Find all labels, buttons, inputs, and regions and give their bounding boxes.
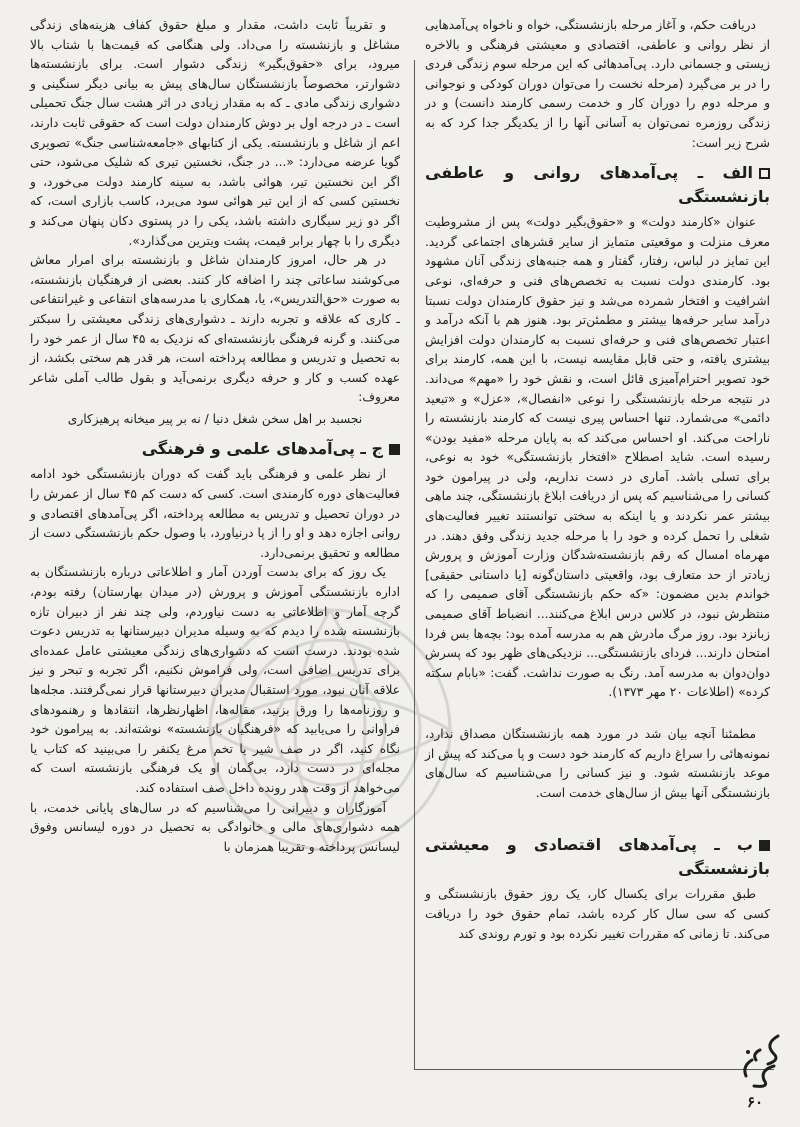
- poem-verse: نجسبد بر اهل سخن شغل دنیا / نه بر پیر میخانه پرهیزکاری: [67, 411, 363, 426]
- section-b-paragraph-2: و تقریباً ثابت داشت، مقدار و مبلغ حقوق کفاف هزینه‌های زندگی مشاغل و بازنشسته را می‌داد. ولی هنگامی که قیمت‌ها با شتاب بالا میرود، برای «حقوق‌بگیر» زندگی دشوار است. برای بازنشسته‌ها دشوارتر، مخصوصاً بازنشستگان سال‌های پیش به بیانی دیگر سنگینی و دشواری زندگی مادی ـ که به مقدار زیادی در اثر هشت سال جنگ تحمیلی است ـ در درجه اول بر دوش کارمندان دولت است که حقوقی ثابت دارند، اعم از شاغل و بازنشسته. یکی از کتابهای «جامعه‌شناسی جنگ» تصویری گویا عرضه می‌دارد: «... در جنگ، نخستین تیری که شلیک می‌شود، حتی اگر این نخستین تیر، هوائی باشد، به سینه کارمند دولت می‌خورد، و نخستین کسی که از این تیر هوائی سود می‌برد، کاسب بازاری است، که اگر دو زیر سیگاری داشته باشد، یکی را در پستوی دکان پنهان می‌کند و دیگری را با چهار برابر قیمت، پشت ویترین می‌گذارد».: [30, 18, 400, 248]
- section-a-paragraph-2: مطمئنا آنچه بیان شد در مورد همه بازنشستگان مصداق ندارد، نمونه‌هائی را سراغ داریم که کارمند خود دست و پا می‌کند که پیش از موعد بازنشسته شود. و نیز کسانی را می‌شناسیم که سال‌های بازنشستگی آنها بیش از سال‌های خدمت است.: [425, 727, 770, 800]
- section-b-paragraph-1: طبق مقررات برای یکسال کار، یک روز حقوق بازنشستگی و کسی که سی سال کار کرده باشد، تمام حقوق خود را دریافت می‌کند. تا زمانی که مقررات تغییر نکرده بود و تورم روندی کند: [425, 887, 770, 941]
- paragraph-gap: [425, 803, 770, 825]
- right-column: [425, 16, 770, 944]
- section-c-paragraph-2: یک روز که برای بدست آوردن آمار و اطلاعاتی درباره بازنشستگان به اداره بازنشستگی آموزش و پرورش (در میدان بهارستان) رفته بودم، گرچه آمار و اطلاعاتی به دست نیاوردم، ولی چند نفر از دبیران تازه بازنشسته شده را دیدم که به وسیله مدیران دبیرستانها به تدریس دعوت شده بودند. درست است که دشواری‌های زندگی معیشتی عامل عمده‌ای برای تدریس اضافی است، ولی فراموش نکنیم، اگر تجربه و تبحر و نیز علاقه آنان نبود، مورد استقبال مدیران دبیرستانها قرار نمی‌گرفتند. مجله‌ها و روزنامه‌ها را ورق بزنید، مقاله‌ها، اظهارنظرها، انتقادها و رهنمودهای فراوانی را می‌یابید که «فرهنگیان بازنشسته» نوشته‌اند. به پیرامون خود نگاه کنید، اگر در صف شیر یا تخم مرغ یکنفر را می‌بینید که کتاب یا مجله‌ای در دست دارد، بی‌گمان او یک فرهنگی بازنشسته است که می‌خواهد از وقت هدر رونده داخل صف استفاده کند.: [30, 565, 400, 795]
- section-heading-c: [30, 437, 400, 461]
- intro-paragraph: دریافت حکم، و آغاز مرحله بازنشستگی، خواه و ناخواه پی‌آمدهایی از نظر روانی و عاطفی، اقتصادی و معیشتی فرهنگی و بالاخره زیستی و جسمانی دارد. پی‌آمدهائی که این مرحله سوم زندگی فردی را در بر می‌گیرد (مرحله نخست را می‌توان دوران کودکی و نوجوانی و مرحله دوم را دوران کار و خدمت رسمی کارمند دانست) و در زندگی روزمره نمی‌توان به آسانی آنها را از یکدیگر جدا کرد که به شرح زیر است:: [425, 18, 770, 150]
- filled-square-bullet-icon: [759, 840, 770, 851]
- section-heading-a: [425, 161, 770, 209]
- heading-c-text: ج ـ پی‌آمدهای علمی و فرهنگی: [141, 439, 383, 459]
- column-divider-rule: [414, 60, 415, 1070]
- left-column: [30, 16, 400, 857]
- page-number: ۶۰: [747, 1093, 764, 1111]
- section-c-paragraph-3: آموزگاران و دبیرانی را می‌شناسیم که در سال‌های پایانی خدمت، با همه دشواری‌های مالی و خانوادگی به تحصیل در دوره لیسانس وفوق لیسانس پرداخته و تقریبا همزمان با: [30, 800, 400, 854]
- filled-square-bullet-icon: [389, 444, 400, 455]
- magazine-logo: [734, 1030, 786, 1100]
- open-square-bullet-icon: [759, 168, 770, 179]
- kerman-calligraphy-logo-icon: [734, 1030, 786, 1092]
- heading-b-text: ب ـ پی‌آمدهای اقتصادی و معیشتی بازنشستگی: [425, 835, 770, 879]
- section-b-paragraph-3: در هر حال، امروز کارمندان شاغل و بازنشسته برای امرار معاش می‌کوشند ساعاتی چند را اضافه کار کنند. بعضی از فرهنگیان بازنشسته، به صورت «حق‌التدریس»، یا، همکاری با مدرسه‌های انتفاعی و غیرانتفاعی ـ کاری که علاقه و تجربه دارند ـ دشواری‌های زندگی معیشتی را سبکتر می‌کنند. و گرنه فرهنگی بازنشسته‌ای که نزدیک به ۴۵ سال از عمر خود را به تحصیل و تدریس و مطالعه پرداخته است، هر قدر هم سختی بکشد، از عهده کسب و کار و حرفه دیگری برنمی‌آید و بقول طالب آملی شاعر معروف:: [30, 253, 400, 405]
- section-heading-b: [425, 833, 770, 881]
- heading-a-text: الف ـ پی‌آمدهای روانی و عاطفی بازنشستگی: [425, 163, 770, 207]
- section-a-paragraph-1: عنوان «کارمند دولت» و «حقوق‌بگیر دولت» پس از مشروطیت معرف منزلت و موقعیتی متمایز از سایر قشرهای اجتماعی گردید. این تمایز در لباس، رفتار، گفتار و همه جنبه‌های زندگی آنان مشهود بود. کارمندی دولت نسبت به تخصص‌های فنی و حرفه‌ای، نوعی اشرافیت و افتخار شمرده می‌شد و نیز حقوق کارمندان دولت نسبتا درآمد سایر حرفه‌ها بیشتر و مطمئن‌تر بود. هنوز هم با آنکه درآمد و اعتبار تخصص‌های فنی و حرفه‌ای نسبت به کارمندان دولت افزایش بیشتری یافته، و حتی قابل مقایسه نیست، با این همه، کارمند برای خود تصویر احترام‌آمیزی قائل است، و نقش خود را «مهم» می‌داند. در نتیجه مرحله بازنشستگی را نوعی «انفصال»، «عزل» و «تبعید دائمی» می‌شمارد. تنها احساس پیری نیست که کارمند بازنشسته را ناراحت می‌کند. او احساس می‌کند که به پایان مرحله «مفید بودن» رسیده است. شاید اصطلاح «افتخار بازنشستگی» خود به نوعی، برای تسلی باشد. آماری در دست نداریم، ولی در پیرامون خود کسانی را می‌شناسیم که پس از دریافت ابلاغ بازنشستگی، چند ماهی بیشتر عمر نکردند و یا اینکه به سختی توانستند تغییر فعالیت‌های شغلی را تحمل کرده و خود را با مرحله جدید زندگی وفق دهند. در مهرماه امسال که رقم بازنشسته‌شدگان وزارت آموزش و پرورش زیادتر از حد متعارف بود، واقعیتی داستان‌گونه [یا داستانی حقیقی] خواندم بدین مضمون: «که حکم بازنشستگی آقای صمیمی را که منتظرش نبود، در کلاس درس ابلاغ می‌کنند... انضباط آقای صمیمی زبانزد بود. روز مرگ مادرش هم به مدرسه آمده بود: بچه‌ها بس فردا امتحان دارند... فردای بازنشستگی... نزدیکی‌های ظهر بود که پسرش دوان‌دوان به مدرسه آمد. رنگ به صورت نداشت. گفت: «بابام سکته کرده» (اطلاعات ۲۰ مهر ۱۳۷۳).: [425, 215, 770, 700]
- paragraph-gap: [425, 703, 770, 725]
- bottom-frame-rule: [414, 1069, 774, 1070]
- section-c-paragraph-1: از نظر علمی و فرهنگی باید گفت که دوران بازنشستگی خود ادامه فعالیت‌های دوره کارمندی است. کسی که دست کم ۴۵ سال از عمرش را در دوران تحصیل و تدریس به مطالعه پرداخته، اگر پی‌آمدهای اقتصادی و روانی اجازه دهد و او را از پا درنیاورد، با وصول حکم بازنشستگی دست از مطالعه و تحقیق برنمی‌دارد.: [30, 467, 400, 560]
